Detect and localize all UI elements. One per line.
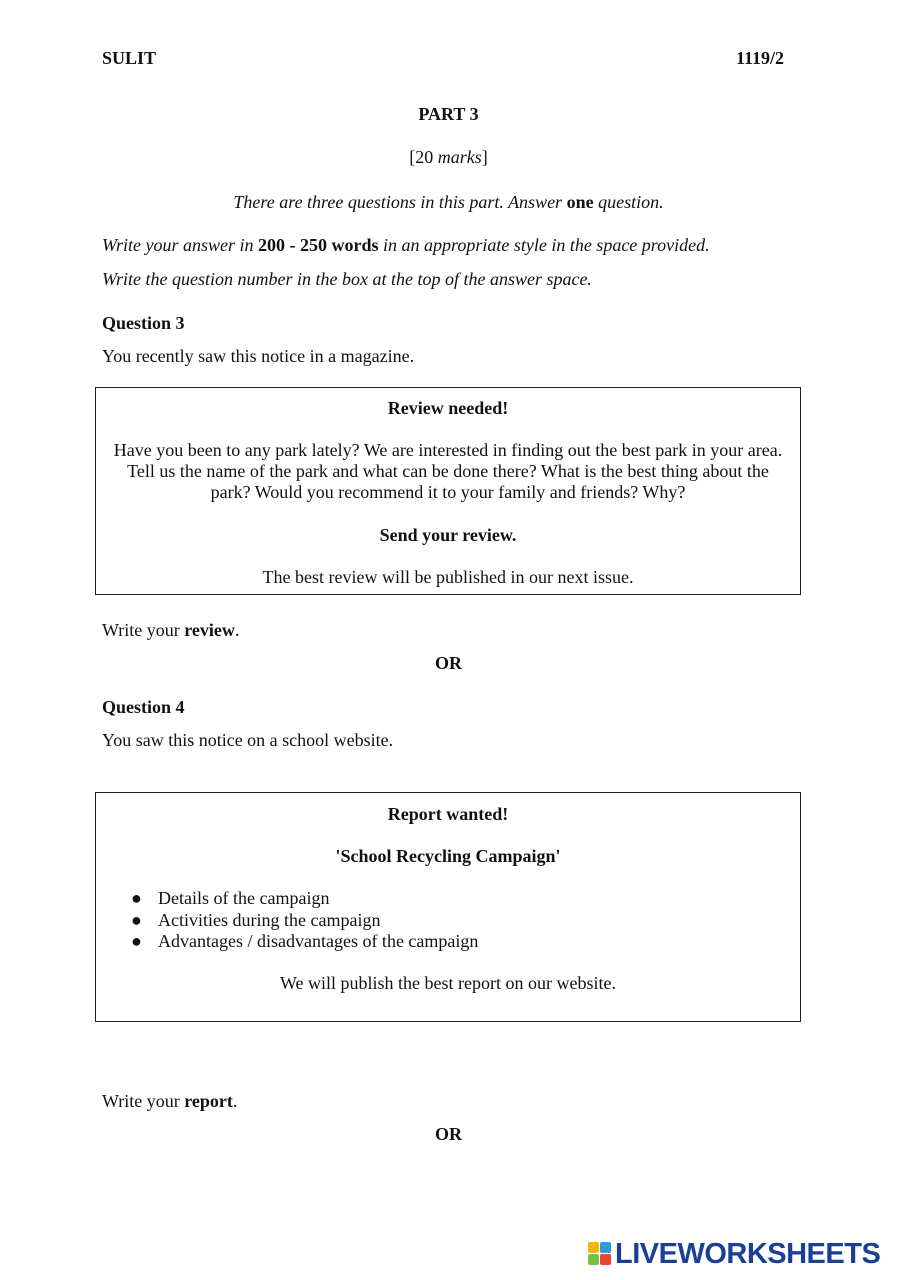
question-4-task: Write your report. (102, 1091, 238, 1111)
review-notice-body-line: Tell us the name of the park and what can be done there? What is the best thing about the (127, 461, 769, 481)
list-item: ● Details of the campaign (131, 888, 330, 908)
part-title: PART 3 (418, 104, 479, 124)
report-notice-box (95, 792, 801, 1022)
header-left: SULIT (102, 48, 157, 68)
question-3-intro: You recently saw this notice in a magazine. (102, 346, 415, 366)
review-notice-box (95, 387, 801, 595)
review-notice-title: Review needed! (387, 398, 509, 418)
bullet-icon: ● (131, 909, 142, 930)
list-item: ● Activities during the campaign (131, 909, 381, 930)
liveworksheets-logo-text: LIVEWORKSHEETS (615, 1237, 881, 1270)
or-separator: OR (435, 1124, 462, 1144)
question-3-heading: Question 3 (102, 313, 185, 333)
report-notice-bullet-list (126, 888, 478, 953)
instruction-question-number: Write the question number in the box at the top of the answer space. (102, 269, 592, 289)
instruction-answer-one: There are three questions in this part. Answer one question. (233, 192, 664, 212)
instruction-word-count: Write your answer in 200 - 250 words in an appropriate style in the space provided. (102, 235, 710, 255)
list-item: ● Advantages / disadvantages of the campaign (131, 931, 479, 951)
or-separator: OR (435, 653, 462, 673)
report-notice-footer: We will publish the best report on our website. (280, 973, 616, 993)
review-notice-send: Send your review. (379, 525, 517, 545)
liveworksheets-logo-icon (588, 1242, 612, 1266)
bullet-icon: ● (131, 931, 142, 951)
report-notice-subtitle: 'School Recycling Campaign' (335, 846, 561, 866)
question-4-heading: Question 4 (102, 697, 185, 717)
review-notice-footer: The best review will be published in our next issue. (262, 567, 634, 587)
liveworksheets-logo[interactable] (588, 1237, 880, 1271)
bullet-icon: ● (131, 888, 142, 908)
review-notice-body-line: park? Would you recommend it to your family and friends? Why? (210, 482, 686, 502)
question-4-intro: You saw this notice on a school website. (102, 730, 394, 750)
report-notice-title: Report wanted! (387, 804, 509, 824)
review-notice-body-line: Have you been to any park lately? We are interested in finding out the best park in your area. (113, 440, 783, 460)
header-right: 1119/2 (736, 48, 785, 68)
part-marks: [20 marks] (409, 147, 488, 167)
question-3-task: Write your review. (102, 620, 240, 640)
